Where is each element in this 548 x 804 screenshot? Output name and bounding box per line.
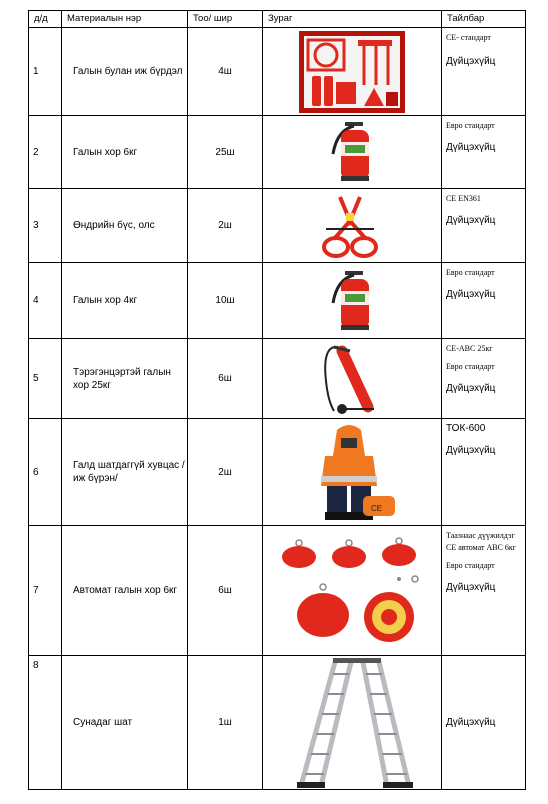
table-row <box>29 263 526 339</box>
row-number: 4 <box>29 263 62 339</box>
header-row <box>29 11 526 28</box>
row-number: 6 <box>29 419 62 526</box>
quantity: 25ш <box>188 116 263 189</box>
svg-text:CE: CE <box>371 504 383 513</box>
description <box>442 263 526 339</box>
description-line: Дүйцэхүйц <box>446 582 496 593</box>
description-line: ТОК-600 <box>446 423 486 434</box>
description <box>442 28 526 116</box>
ladder-icon <box>263 658 441 788</box>
materials-table <box>28 10 526 790</box>
item-image <box>263 28 442 116</box>
quantity: 10ш <box>188 263 263 339</box>
item-image <box>263 263 442 339</box>
row-number: 1 <box>29 28 62 116</box>
description <box>442 116 526 189</box>
material-name: Галын хор 4кг <box>62 263 188 339</box>
description <box>442 419 526 526</box>
row-number: 2 <box>29 116 62 189</box>
material-name: Тэрэгэнцэртэй галын хор 25кг <box>62 339 188 419</box>
item-image <box>263 116 442 189</box>
header-number: д/д <box>29 11 62 28</box>
harness-icon <box>263 191 441 261</box>
table-row <box>29 189 526 263</box>
material-name: Автомат галын хор 6кг <box>62 526 188 656</box>
row-number: 7 <box>29 526 62 656</box>
description <box>442 339 526 419</box>
material-name: Галын хор 6кг <box>62 116 188 189</box>
table-row <box>29 28 526 116</box>
material-name: Сунадаг шат <box>62 656 188 790</box>
quantity: 6ш <box>188 339 263 419</box>
quantity: 6ш <box>188 526 263 656</box>
trolley-extinguisher-icon <box>263 341 441 417</box>
table-row <box>29 526 526 656</box>
description <box>442 656 526 790</box>
quantity: 1ш <box>188 656 263 790</box>
quantity: 4ш <box>188 28 263 116</box>
description-line: Дүйцэхүйц <box>446 383 496 394</box>
description-line: CE-ABC 25кг <box>446 344 493 353</box>
quantity: 2ш <box>188 419 263 526</box>
table-row <box>29 116 526 189</box>
description-line: Евро стандарт <box>446 268 495 277</box>
description-line: Евро стандарт <box>446 561 495 570</box>
material-name: Галын булан иж бүрдэл <box>62 28 188 116</box>
header-quantity: Тоо/ шир <box>188 11 263 28</box>
description <box>442 526 526 656</box>
table-row <box>29 339 526 419</box>
header-image: Зураг <box>263 11 442 28</box>
table-row <box>29 419 526 526</box>
description-line: Дүйцэхүйц <box>446 445 496 456</box>
description-line: Евро стандарт <box>446 121 495 130</box>
description-line: Дүйцэхүйц <box>446 56 496 67</box>
item-image <box>263 339 442 419</box>
extinguisher-icon <box>263 120 441 184</box>
description <box>442 189 526 263</box>
description-line: Таазнаас дүүжилдэг CE автомат ABC 6кг <box>446 531 517 552</box>
item-image <box>263 419 442 526</box>
description-line: Дүйцэхүйц <box>446 215 496 226</box>
description-line: Дүйцэхүйц <box>446 289 496 300</box>
row-number: 8 <box>29 656 62 790</box>
material-name: Өндрийн бүс, олс <box>62 189 188 263</box>
description-line: Дүйцэхүйц <box>446 142 496 153</box>
fire-station-icon <box>263 30 441 114</box>
quantity: 2ш <box>188 189 263 263</box>
protective-suit-icon <box>263 420 441 524</box>
header-material-name: Материалын нэр <box>62 11 188 28</box>
auto-extinguisher-icon <box>263 531 441 651</box>
description-line: CE- стандарт <box>446 33 491 42</box>
item-image <box>263 189 442 263</box>
item-image <box>263 656 442 790</box>
table-row <box>29 656 526 790</box>
extinguisher-icon <box>263 269 441 333</box>
item-image <box>263 526 442 656</box>
description-line: CE EN361 <box>446 194 481 203</box>
description-line: Дүйцэхүйц <box>446 716 496 728</box>
row-number: 3 <box>29 189 62 263</box>
header-description: Тайлбар <box>442 11 526 28</box>
description-line: Евро стандарт <box>446 362 495 371</box>
row-number: 5 <box>29 339 62 419</box>
material-name: Галд шатдаггүй хувцас / иж бүрэн/ <box>62 419 188 526</box>
